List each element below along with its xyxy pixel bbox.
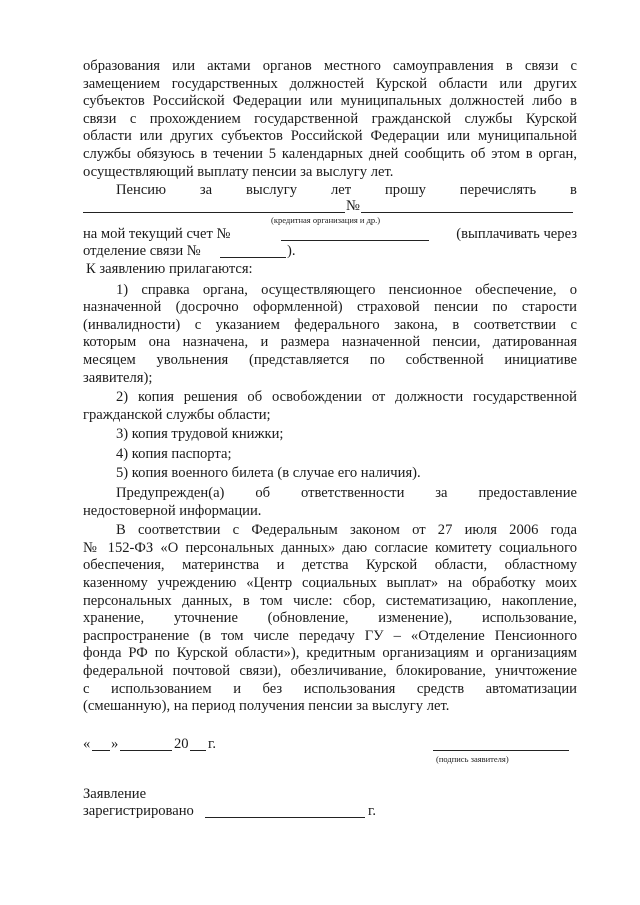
attachment-item-3: 3) копия трудовой книжки;	[116, 426, 284, 443]
account-number-field[interactable]	[281, 228, 429, 241]
attachment-item-4: 4) копия паспорта;	[116, 445, 232, 462]
year-prefix: 20	[174, 735, 189, 752]
bank-name-field[interactable]	[83, 200, 345, 213]
date-close-quote: »	[111, 735, 119, 752]
signature-caption: (подпись заявителя)	[436, 753, 509, 764]
text-line: фонда РФ по Курской области»), кредитным организациям и организациям	[83, 645, 577, 662]
text-line: недостоверной информации.	[83, 502, 262, 519]
date-open-quote: «	[83, 735, 91, 752]
transfer-word: лет	[330, 182, 352, 199]
text-line: (инвалидности) с указанием федерального закона, в соответствии с	[83, 316, 577, 333]
text-line: осуществляющий выплату пенсии за выслугу лет.	[83, 163, 394, 180]
text-line: гражданской службы области;	[83, 406, 271, 423]
branch-label: отделение связи №	[83, 243, 201, 260]
date-day-field[interactable]	[92, 738, 110, 751]
transfer-word: в	[570, 182, 577, 199]
document-page	[83, 58, 577, 821]
consent-paragraph	[83, 522, 577, 716]
transfer-word: за	[199, 182, 213, 199]
registration-date-field[interactable]	[205, 805, 365, 818]
bank-caption: (кредитная организация и др.)	[271, 214, 381, 225]
text-line: хранение, уточнение (обновление, изменение), использование,	[83, 610, 577, 627]
attachment-item-1	[83, 282, 577, 388]
attachment-item-2	[83, 389, 577, 424]
text-line: № 152-ФЗ «О персональных данных» даю согласие комитету социального	[83, 539, 577, 556]
attachments-heading: К заявлению прилагаются:	[86, 260, 253, 277]
intro-paragraph	[83, 58, 577, 181]
text-line: связи с прохождением государственной гражданской службы Курской	[83, 110, 577, 127]
text-line: 2) копия решения об освобождении от должности государственной	[116, 389, 577, 406]
transfer-word: перечислять	[459, 182, 537, 199]
branch-suffix: ).	[287, 243, 296, 260]
account-suffix: (выплачивать через	[456, 225, 577, 242]
transfer-word: прошу	[384, 182, 426, 199]
text-line: которым она назначена, и размера назначенной пенсии, датированная	[83, 334, 577, 351]
transfer-paragraph	[83, 182, 577, 261]
bank-number-field[interactable]	[361, 200, 573, 213]
signature-block	[83, 736, 577, 780]
text-line: с использованием и без использования средств автоматизации	[83, 680, 577, 697]
text-line: замещением государственных должностей Курской области или других	[83, 75, 577, 92]
text-line: обеспечения, материнства и детства Курской области, областному	[83, 557, 577, 574]
text-line: службы обязуюсь в течении 5 календарных дней сообщить об этом в орган,	[83, 145, 577, 162]
date-month-field[interactable]	[120, 738, 172, 751]
branch-number-field[interactable]	[220, 245, 286, 258]
transfer-word: Пенсию	[116, 182, 167, 199]
attachment-item-5: 5) копия военного билета (в случае его наличия).	[116, 465, 421, 482]
text-line: субъектов Российской Федерации или муниципальных должностей либо в	[83, 93, 577, 110]
text-line: персональных данных, в том числе: сбор, систематизацию, накопление,	[83, 592, 577, 609]
date-year-field[interactable]	[190, 738, 206, 751]
registration-label: зарегистрировано	[83, 803, 194, 820]
registration-block	[83, 786, 577, 821]
warning-paragraph	[83, 485, 577, 520]
transfer-word: выслугу	[246, 182, 298, 199]
text-line: области или других субъектов Российской Федерации или муниципальной	[83, 128, 577, 145]
account-label: на мой текущий счет №	[83, 225, 231, 242]
text-line: 1) справка органа, осуществляющего пенсионное обеспечение, о	[116, 281, 577, 298]
text-line: образования или актами органов местного самоуправления в связи с	[83, 58, 577, 74]
text-line: Предупрежден(а) об ответственности за предоставление	[116, 485, 577, 502]
year-suffix: г.	[208, 735, 216, 752]
text-line: казенному учреждению «Центр социальных выплат» на обработку моих	[83, 575, 577, 592]
text-line: федеральной почтовой связи), обезличивание, блокирование, уничтожение	[83, 663, 577, 679]
text-line: распространение (в том числе передачу ГУ – «Отделение Пенсионного	[83, 627, 577, 644]
text-line: (смешанную), на период получения пенсии за выслугу лет.	[83, 698, 450, 715]
text-line: заявителя);	[83, 369, 153, 386]
no-sign: №	[346, 197, 360, 214]
registration-line-1: Заявление	[83, 785, 147, 802]
text-line: назначенной (досрочно оформленной) страховой пенсии по старости	[83, 299, 577, 316]
text-line: месяцем увольнения (представляется по собственной инициативе	[83, 351, 577, 368]
signature-field[interactable]	[433, 738, 569, 751]
registration-suffix: г.	[368, 803, 376, 820]
text-line: В соответствии с Федеральным законом от 27 июля 2006 года	[116, 522, 577, 539]
